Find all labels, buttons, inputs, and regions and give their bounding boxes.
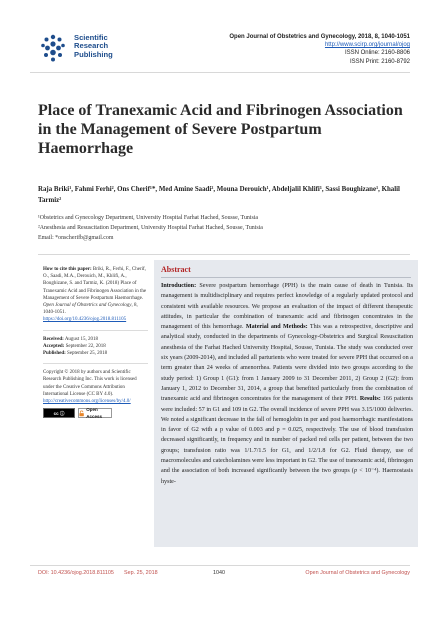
journal-citation: Open Journal of Obstetrics and Gynecology, 2018, 8, 1040-1051 [229, 34, 410, 40]
corresponding-email: Email: *onscherifb@gmail.com [38, 235, 114, 241]
publisher-line-2: Research [74, 41, 109, 51]
open-access-label: Open Access [86, 407, 102, 420]
footer-doi: DOI: 10.4236/ojog.2018.811105 [38, 570, 114, 576]
results-label: Results: [359, 396, 381, 403]
received-date: August 15, 2018 [64, 336, 99, 342]
license-badges [43, 408, 148, 418]
published-row [43, 350, 148, 357]
cc-license-badge[interactable]: cc ⓘ [43, 408, 75, 418]
methods-text: This was a retrospective, descriptive and analytical study, conducted in the departments of Gynecology-Obstetrics and Surgical Resuscitation anesthesia of the Farhat Hached University Hospital, Sousse, Tunisia. The study was conducted over six years (2009-2014), and included all parturients who were treated for severe PPH that occurred on a term greater than 24 weeks of amenorrhea. Patients were divided into two groups according to the study period: 1) Group 1 (G1): from 1 January 2009 to 31 December 2011, 2) Group 2 (G2): from January 1, 2012 to December 31, 2014, a group that benefited particularly from the combination of tranexamic acid and fibrinogen concentrates for the management of their PPH. [161, 324, 413, 403]
footer-divider [30, 565, 410, 566]
article-sidebar [43, 266, 148, 424]
accepted-row [43, 343, 148, 350]
copyright-text: Copyright © 2018 by authors and Scientific Research Publishing Inc. This work is licensed under the Creative Commons Attribution International License (CC BY 4.0). [43, 370, 137, 397]
cite-label: How to cite this paper: [43, 267, 92, 272]
open-lock-icon [79, 410, 84, 417]
open-access-badge[interactable] [78, 408, 112, 418]
sidebar-divider [43, 330, 148, 331]
published-date: September 25, 2018 [67, 351, 108, 357]
cite-journal: Open Journal of Obstetrics and Gynecology [43, 303, 132, 309]
accepted-date: September 22, 2018 [65, 343, 106, 349]
copyright-block [43, 369, 148, 418]
dates-block [43, 336, 148, 358]
received-label: Received: [43, 336, 64, 342]
publisher-logo-icon [38, 33, 68, 63]
methods-label: Material and Methods: [245, 324, 308, 331]
accepted-label: Accepted: [43, 343, 65, 349]
footer-date: Sep. 25, 2018 [124, 570, 158, 576]
article-title: Place of Tranexamic Acid and Fibrinogen Association in the Management of Severe Postpartum Haemorrhage [38, 102, 403, 157]
abstract-heading: Abstract [161, 265, 191, 274]
journal-info [229, 33, 410, 66]
publisher-line-3: Publishing [74, 49, 113, 59]
publisher-name [74, 34, 113, 59]
results-p: p [353, 468, 358, 475]
license-link[interactable]: http://creativecommons.org/licenses/by/4.0/ [43, 399, 131, 405]
results-tail: < 10⁻⁴). Haemostasis hyste- [161, 468, 413, 485]
journal-url-link[interactable]: http://www.scirp.org/journal/ojog [324, 42, 410, 49]
sidebar-divider-2 [43, 363, 148, 364]
footer-journal: Open Journal of Obstetrics and Gynecology [305, 570, 410, 576]
affiliations [38, 213, 410, 243]
affiliation-2: ²Anesthesia and Resuscitation Department, University Hospital Farhat Hached, Sousse, Tunisia [38, 225, 263, 231]
intro-text: Severe postpartum hemorrhage (PPH) is the main cause of death in Tunisia. Its management is multidisciplinary and requires perfect knowledge of a regularly updated protocol and consistent with available resources. We propose an evaluation of the impact of different therapeutic attitudes, in particular the combination of tranexamic acid and fibrinogen concentrates in the management of this hemorrhage. [161, 283, 413, 331]
header-divider [30, 72, 410, 73]
published-label: Published: [43, 351, 66, 357]
citation-block [43, 266, 148, 324]
issn-print: ISSN Print: 2160-8792 [349, 58, 410, 65]
results-text: 166 patients were included: 57 in G1 and 109 in G2. The overall incidence of severe PPH was 3.15/1000 deliveries. We noted a significant decrease in the fall of hemoglobin in per and post haemorrhagic manifestations in favor of G2 with a p value of 0.003 and p = 0.025, respectively. The use of blood transfusion decreased significantly, in frequency and in number of packed red cells per patient, between the two groups; transfusion ratio was 1/1.7/1.5 for G1, and 1/2/1.8 for G2. Fluid therapy, use of macromolecules and catecholamines were less important in G2. The use of tranexamic acid, fibrinogen and the association of both increased significantly between the two groups ( [161, 396, 413, 475]
intro-label: Introduction: [161, 283, 197, 289]
page-number: 1040 [213, 570, 225, 576]
publisher-line-1: Scientific [74, 33, 108, 42]
affiliation-1: ¹Obstetrics and Gynecology Department, University Hospital Farhat Hached, Sousse, Tunisia [38, 215, 259, 221]
abstract-body [161, 281, 413, 545]
abstract-divider [161, 277, 411, 278]
cite-volume: , 8, 1040-1051. [43, 303, 138, 316]
title-divider [38, 254, 410, 255]
cite-doi-link[interactable]: https://doi.org/10.4236/ojog.2018.811105 [43, 317, 127, 323]
received-row [43, 336, 148, 343]
author-list: Raja Briki¹, Fahmi Ferhi², Ons Cherif¹*, Med Amine Saadi², Mouna Derouich¹, Abdeljalil Khlifi¹, Sassi Boughizane¹, Khalil Tarmiz² [38, 186, 400, 204]
cite-text: Briki, R., Ferhi, F., Cherif, O., Saadi, M.A., Derouich, M., Khlifi, A., Boughizane, S. and Tarmiz, K. (2018) Place of Tranexamic Acid and Fibrinogen Association in the Management of Severe Postpartum Haemorrhage. [43, 267, 147, 301]
issn-online: ISSN Online: 2160-8806 [344, 50, 410, 57]
